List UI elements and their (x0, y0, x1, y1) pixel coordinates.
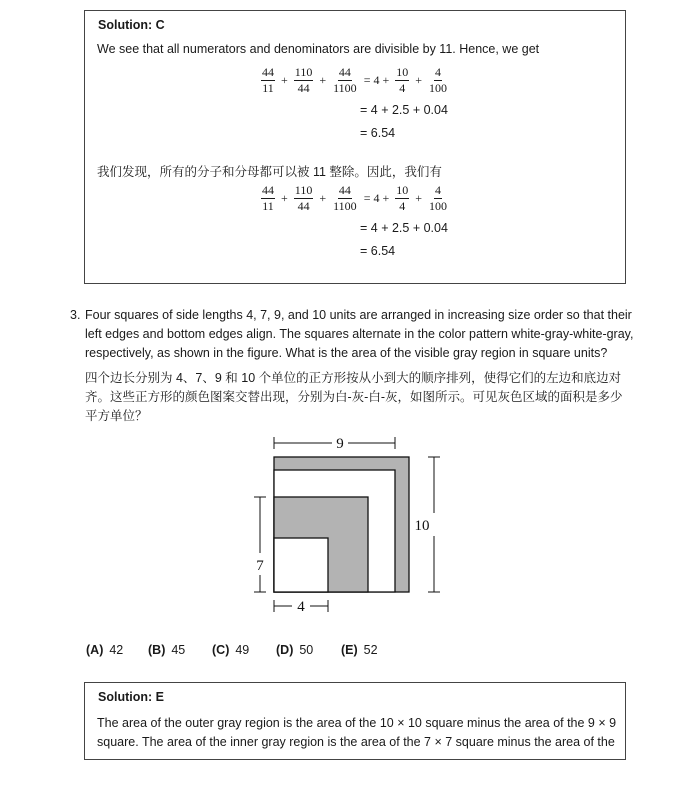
equation-line-1-zh: $\frac{44}{11}$ + $\frac{110}{44}$ + $\frac{44}{1100}$ = 4 + $\frac{10}{4}$ + $\frac{4}{100}$ (262, 183, 448, 213)
option-a[interactable]: (A) 42 (86, 643, 124, 657)
fraction: $\frac{44}{11}$ (262, 65, 274, 95)
option-e[interactable]: (E) 52 (341, 643, 378, 657)
fraction: $\frac{10}{4}$ (396, 65, 409, 95)
fraction: $\frac{110}{44}$ (294, 65, 313, 95)
equation-step-2: = 4 + 2.5 + 0.04 (360, 103, 448, 117)
equation-line-1: $\frac{44}{11}$ + $\frac{110}{44}$ + $\frac{44}{1100}$ = 4 + $\frac{10}{4}$ + $\frac{4}{100}$ (262, 65, 448, 95)
fraction: $\frac{44}{1100}$ (333, 65, 357, 95)
fraction: $\frac{44}{1100}$ (333, 183, 357, 213)
equation-step-3-zh: = 6.54 (360, 244, 396, 258)
fraction: $\frac{4}{100}$ (429, 65, 448, 95)
dimension-bottom (274, 599, 328, 615)
option-d[interactable]: (D) 50 (276, 643, 314, 657)
label-7: 7 (256, 558, 264, 574)
problem-text-zh-line: 齐。这些正方形的颜色图案交替出现，分别为白-灰-白-灰，如图所示。可见灰色区域的面积是多少 (85, 390, 623, 404)
problem-number: 3. (70, 308, 81, 322)
problem-text-line: left edges and bottom edges align. The squares alternate in the color pattern white-gray-white-gray, (85, 327, 634, 341)
fraction: $\frac{10}{4}$ (396, 183, 409, 213)
solution-english-text: We see that all numerators and denominators are divisible by 11. Hence, we get (97, 42, 540, 56)
dimension-right (415, 457, 441, 592)
label-4: 4 (297, 599, 305, 615)
fraction: $\frac{4}{100}$ (429, 183, 448, 213)
fraction: $\frac{110}{44}$ (294, 183, 313, 213)
square-4 (274, 538, 328, 592)
solution-text-line: square. The area of the inner gray region is the area of the 7 × 7 square minus the area of the (97, 735, 615, 749)
dimension-left (254, 497, 266, 592)
option-b[interactable]: (B) 45 (148, 643, 186, 657)
problem-text-line: respectively, as shown in the figure. What is the area of the visible gray region in square units? (85, 346, 608, 360)
label-10: 10 (414, 518, 430, 534)
problem-text-line: Four squares of side lengths 4, 7, 9, and 10 units are arranged in increasing size order so that their (85, 308, 632, 322)
solution-box-2 (84, 682, 626, 760)
equation-step-2-zh: = 4 + 2.5 + 0.04 (360, 221, 448, 235)
problem-text-zh-line: 四个边长分别为 4、7、9 和 10 个单位的正方形按从小到大的顺序排列，使得它们的左边和底边对 (85, 371, 622, 385)
problem-text-zh-line: 平方单位？ (85, 409, 148, 423)
solution-text-line: The area of the outer gray region is the area of the 10 × 10 square minus the area of the 9 × 9 (97, 716, 617, 730)
equation-step-3: = 6.54 (360, 126, 396, 140)
label-9: 9 (336, 436, 344, 452)
solution-chinese-text: 我们发现，所有的分子和分母都可以被 11 整除。因此，我们有 (97, 165, 442, 179)
dimension-top (274, 436, 395, 452)
solution-heading: Solution: C (98, 18, 165, 32)
fraction: $\frac{44}{11}$ (262, 183, 274, 213)
option-c[interactable]: (C) 49 (212, 643, 250, 657)
solution-heading: Solution: E (98, 690, 164, 704)
